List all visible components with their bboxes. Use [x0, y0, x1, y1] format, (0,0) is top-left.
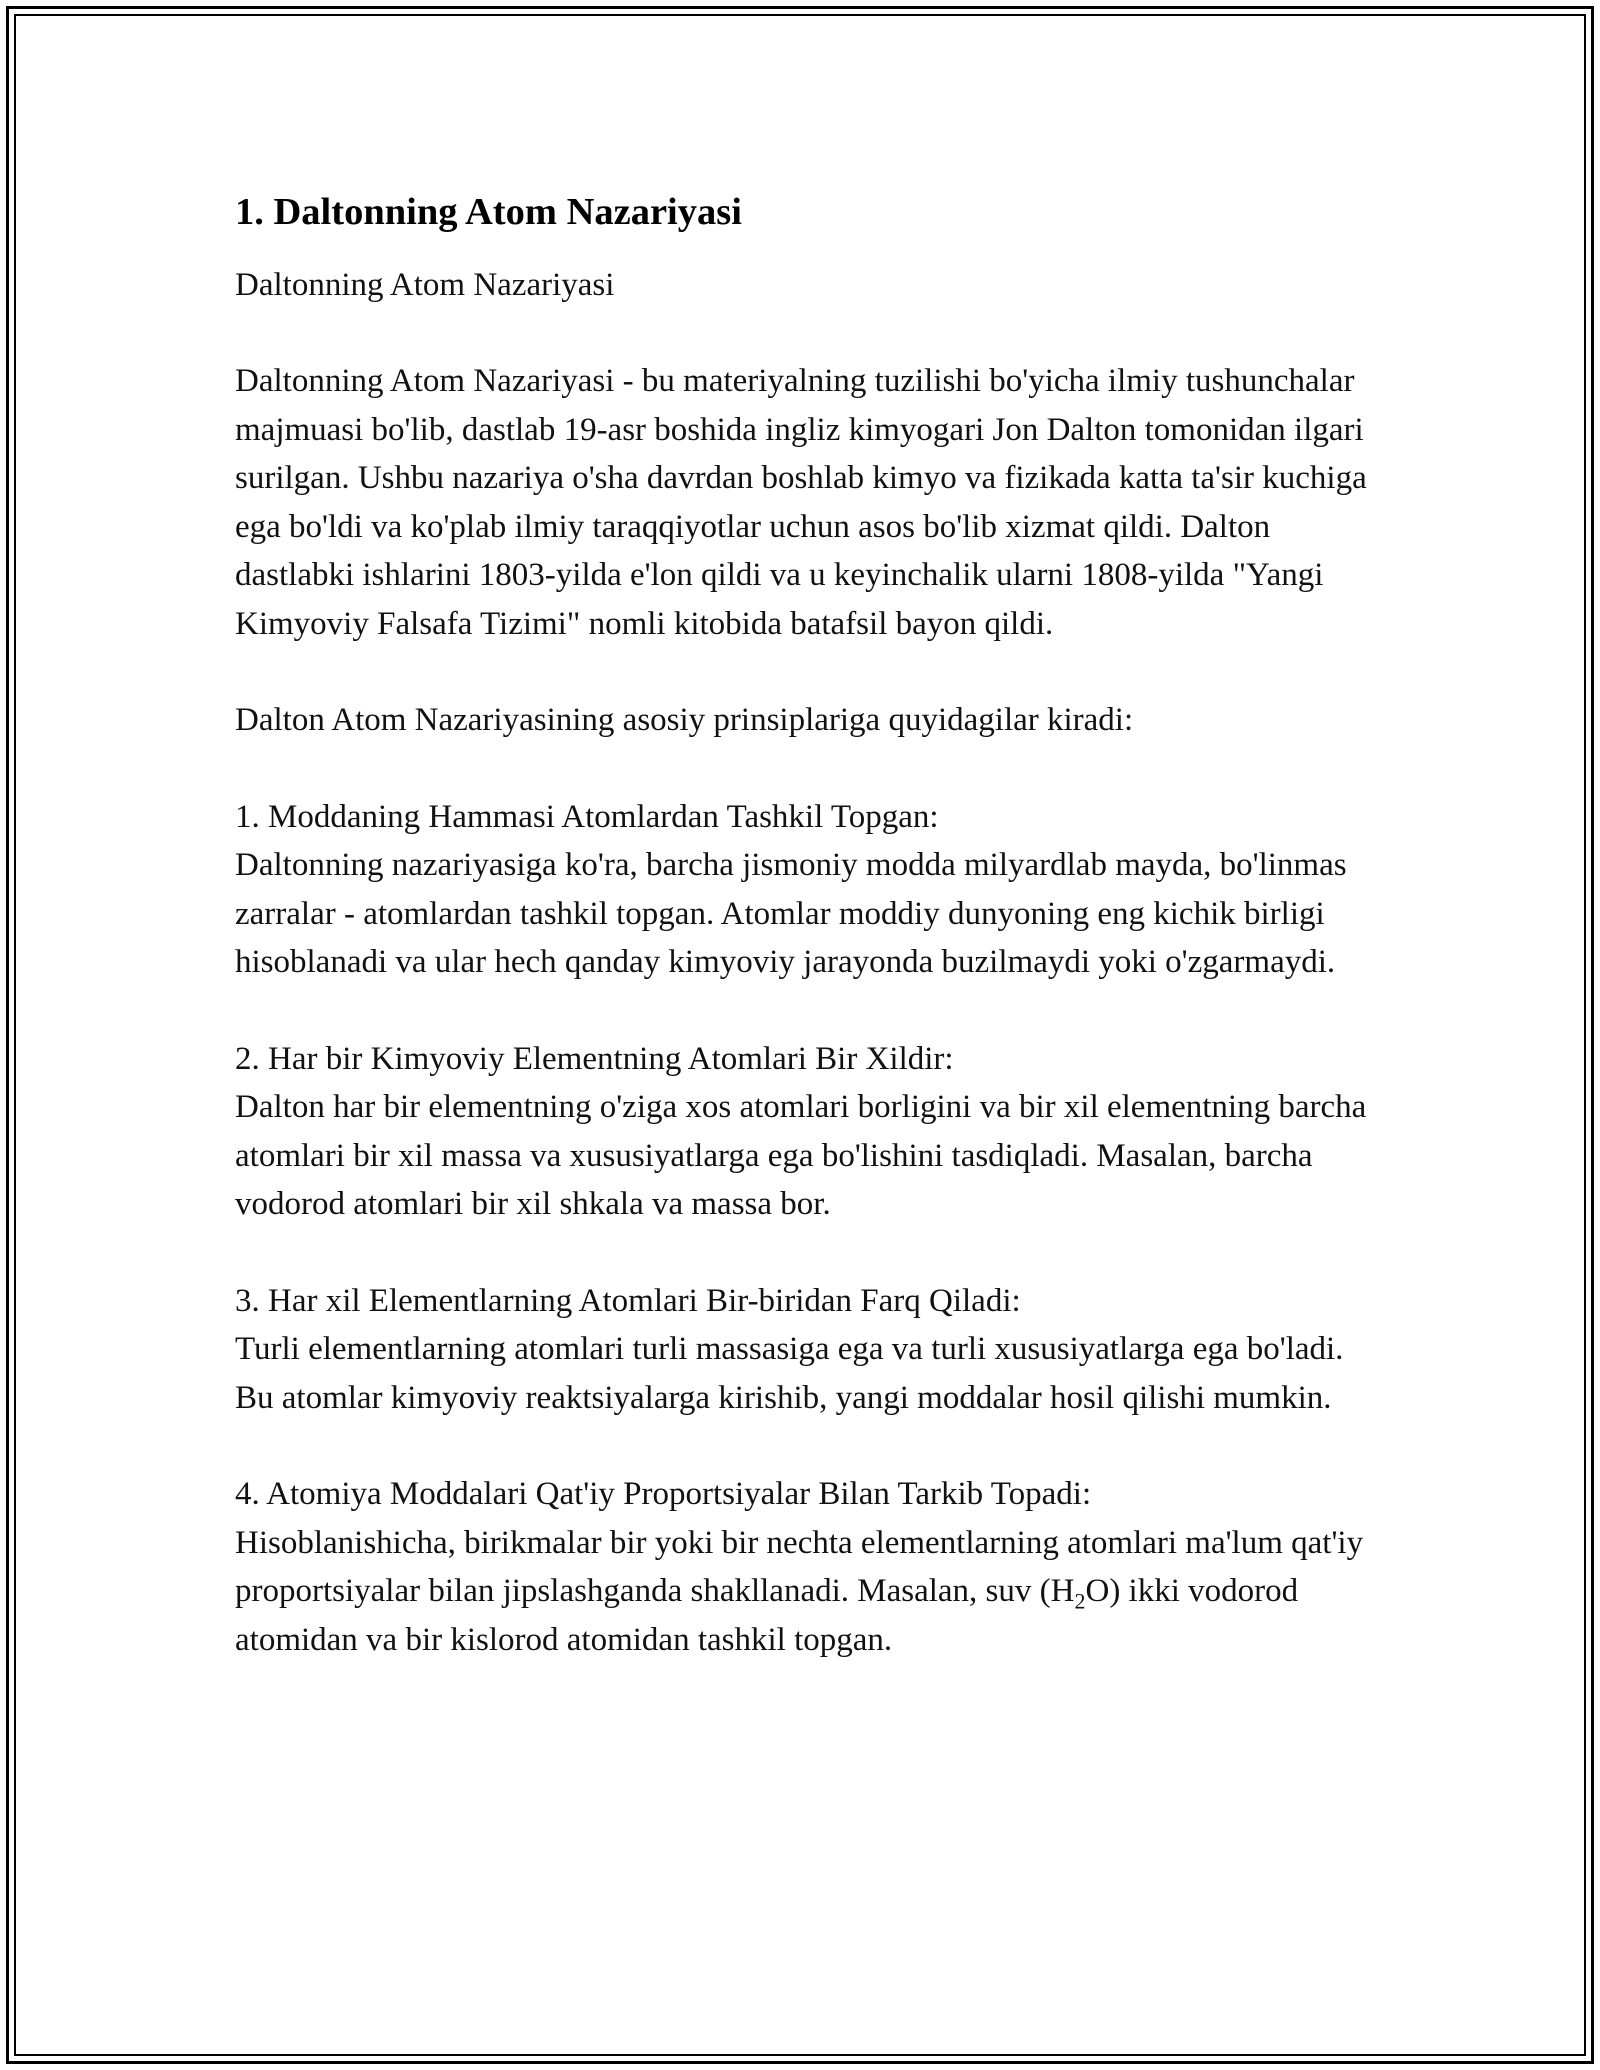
principles-intro: Dalton Atom Nazariyasining asosiy prinsiplariga quyidagilar kiradi: [235, 702, 1134, 738]
principle-heading: 3. Har xil Elementlarning Atomlari Bir-biridan Farq Qiladi: [235, 1282, 1021, 1319]
principle-4 [235, 1470, 1375, 1664]
document-subtitle: Daltonning Atom Nazariyasi [235, 267, 615, 303]
principle-heading: 1. Moddaning Hammasi Atomlardan Tashkil Topgan: [235, 798, 939, 835]
intro-paragraph: Daltonning Atom Nazariyasi - bu materiyalning tuzilishi bo'yicha ilmiy tushunchalar majmuasi bo'lib, dastlab 19-asr boshida ingliz kimyogari Jon Dalton tomonidan ilgari surilgan. Ushbu nazariya o'sha davrdan boshlab kimyo va fizikada katta ta'sir kuchiga ega bo'ldi va ko'plab ilmiy taraqqiyotlar uchun asos bo'lib xizmat qildi. Dalton dastlabki ishlarini 1803-yilda e'lon qildi va u keyinchalik ularni 1808-yilda "Yangi Kimyoviy Falsafa Tizimi" nomli kitobida batafsil bayon qildi. [235, 363, 1367, 642]
principle-2 [235, 1035, 1375, 1229]
principle-1 [235, 793, 1375, 987]
page-title: 1. Daltonning Atom Nazariyasi [235, 191, 742, 233]
principle-body-text-after: O) ikki vodorod atomidan va bir kislorod atomidan tashkil topgan. [235, 1573, 1299, 1658]
principle-body: Turli elementlarning atomlari turli massasiga ega va turli xususiyatlarga ega bo'ladi. Bu atomlar kimyoviy reaktsiyalarga kirishib, yangi moddalar hosil qilishi mumkin. [235, 1331, 1344, 1416]
principle-heading: 2. Har bir Kimyoviy Elementning Atomlari Bir Xildir: [235, 1040, 954, 1077]
principle-3 [235, 1277, 1375, 1423]
principle-body-text-before: Hisoblanishicha, birikmalar bir yoki bir nechta elementlarning atomlari ma'lum qat'iy proportsiyalar bilan jipslashganda shakllanadi. Masalan, suv (H [235, 1524, 1364, 1609]
document-content [235, 188, 1375, 1664]
principle-heading: 4. Atomiya Moddalari Qat'iy Proportsiyalar Bilan Tarkib Topadi: [235, 1476, 1092, 1512]
principle-body [235, 1519, 1375, 1665]
principle-body: Daltonning nazariyasiga ko'ra, barcha jismoniy modda milyardlab mayda, bo'linmas zarralar - atomlardan tashkil topgan. Atomlar moddiy dunyoning eng kichik birligi hisoblanadi va ular hech qanday kimyoviy jarayonda buzilmaydi yoki o'zgarmaydi. [235, 847, 1347, 980]
subscript-two: 2 [1074, 1588, 1086, 1614]
principle-body: Dalton har bir elementning o'ziga xos atomlari borligini va bir xil elementning barcha atomlari bir xil massa va xususiyatlarga ega bo'lishini tasdiqladi. Masalan, barcha vodorod atomlari bir xil shkala va massa bor. [235, 1089, 1367, 1222]
